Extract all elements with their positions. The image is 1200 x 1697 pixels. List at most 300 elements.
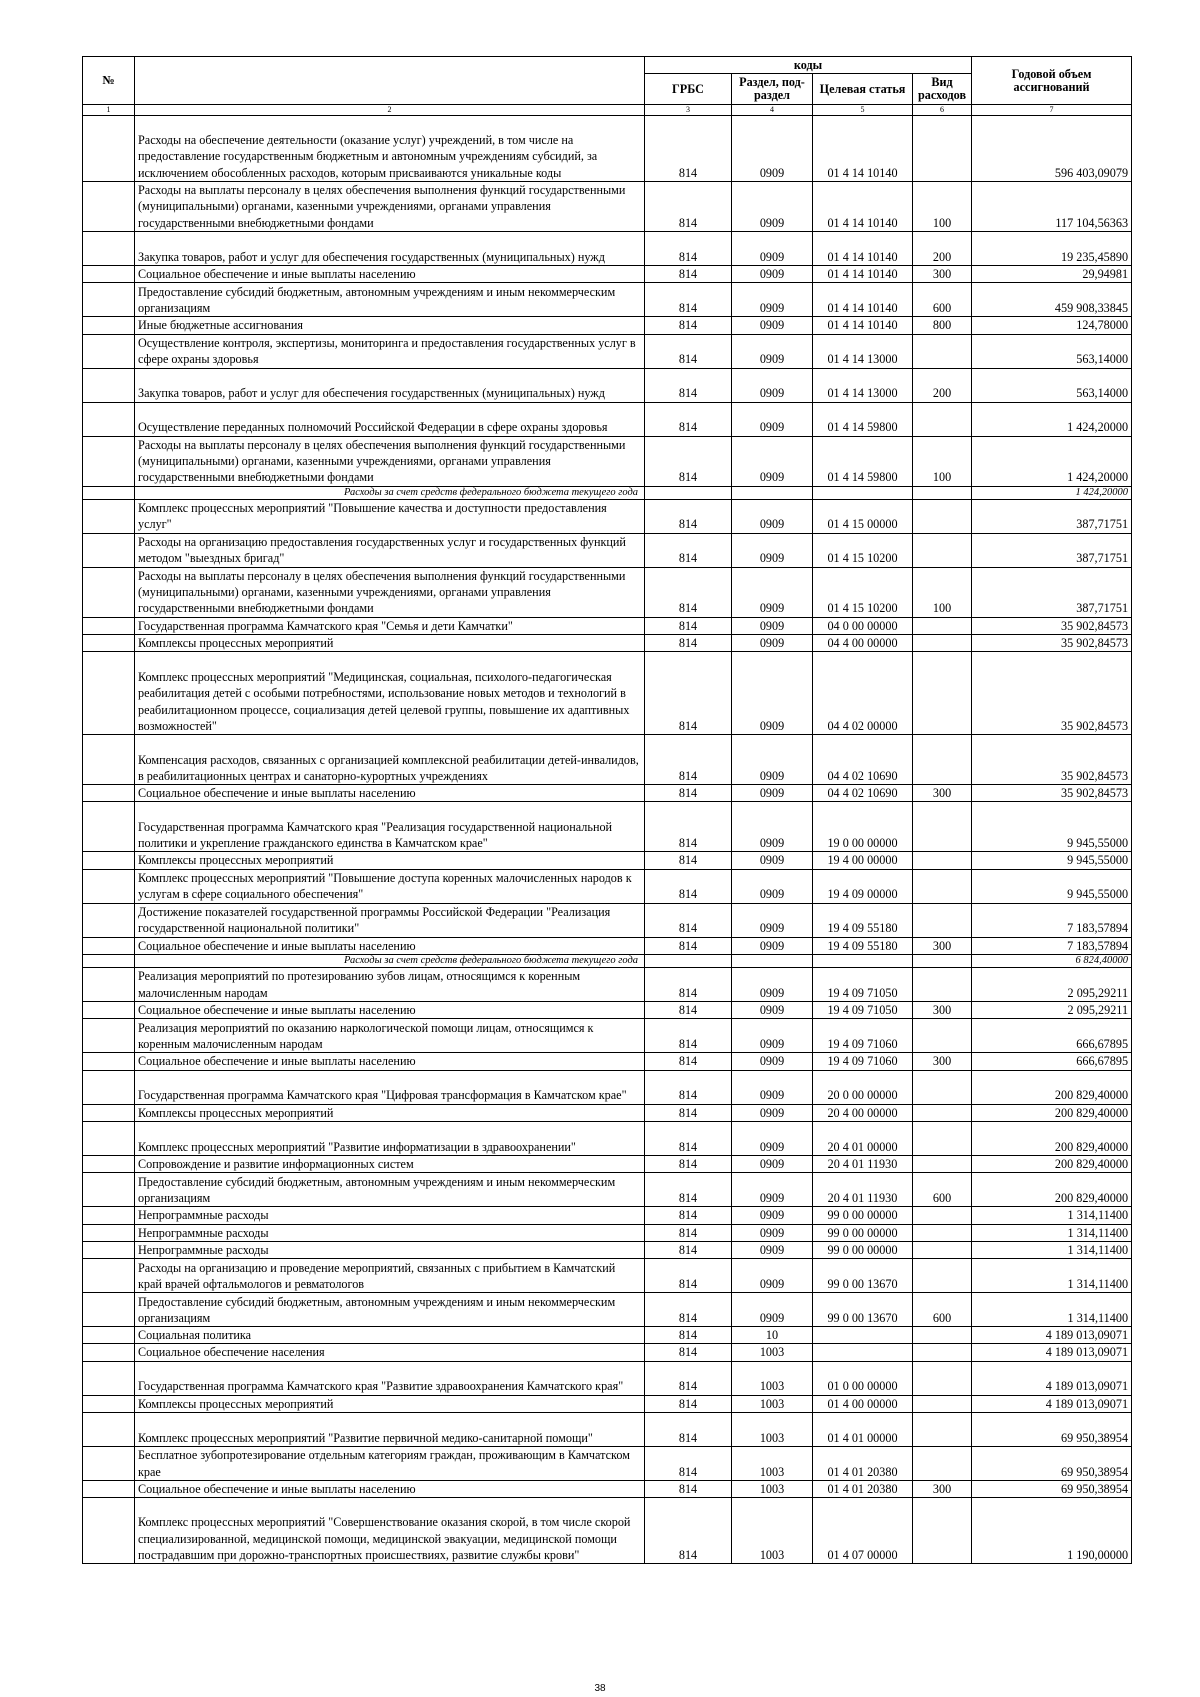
row-number-cell [83,1019,135,1053]
table-row [83,116,1132,182]
target-article-code: 01 4 14 59800 [813,436,913,486]
target-article-code: 01 4 00 00000 [813,1395,913,1412]
row-number-cell [83,1293,135,1327]
row-number-cell [83,1498,135,1564]
expense-type-code [913,334,972,368]
column-number: 2 [135,105,645,116]
annual-amount: 69 950,38954 [972,1481,1132,1498]
table-row [83,617,1132,634]
row-number-cell [83,1413,135,1447]
column-number: 1 [83,105,135,116]
expense-type-code: 200 [913,232,972,266]
expense-type-code [913,1121,972,1155]
target-article-code: 19 4 00 00000 [813,852,913,869]
row-number-cell [83,1070,135,1104]
grbs-code: 814 [645,1155,732,1172]
grbs-code: 814 [645,266,732,283]
expense-type-code [913,1224,972,1241]
table-row [83,1241,1132,1258]
table-row [83,937,1132,954]
expense-type-code: 300 [913,1481,972,1498]
table-row [83,266,1132,283]
expense-type-code: 300 [913,937,972,954]
page-number: 38 [594,1683,606,1694]
table-row [83,802,1132,852]
expense-type-code [913,735,972,785]
grbs-code: 814 [645,634,732,651]
grbs-code: 814 [645,968,732,1002]
table-row [83,1053,1132,1070]
section-code: 0909 [732,334,813,368]
target-article-code: 01 4 14 13000 [813,368,913,402]
target-article-code: 04 4 00 00000 [813,634,913,651]
section-code: 0909 [732,499,813,533]
target-article-code: 20 0 00 00000 [813,1070,913,1104]
grbs-code: 814 [645,402,732,436]
section-code: 0909 [732,802,813,852]
expense-name: Непрограммные расходы [135,1224,645,1241]
grbs-code: 814 [645,533,732,567]
grbs-code: 814 [645,317,732,334]
table-row [83,1224,1132,1241]
expense-name: Социальное обеспечение и иные выплаты населению [135,785,645,802]
annual-amount: 29,94981 [972,266,1132,283]
grbs-code: 814 [645,1395,732,1412]
expense-type-code: 300 [913,1002,972,1019]
grbs-code: 814 [645,652,732,735]
section-code: 1003 [732,1361,813,1395]
row-number-cell [83,735,135,785]
expense-type-code: 300 [913,1053,972,1070]
header-name [135,57,645,105]
expense-name: Социальное обеспечение и иные выплаты населению [135,266,645,283]
row-number-cell [83,1447,135,1481]
row-number-cell [83,1121,135,1155]
section-cell [732,955,813,968]
grbs-code: 814 [645,1498,732,1564]
annual-amount: 35 902,84573 [972,785,1132,802]
expense-type-code [913,1155,972,1172]
annual-amount: 1 314,11400 [972,1224,1132,1241]
section-code: 0909 [732,533,813,567]
target-article-code: 19 4 09 71060 [813,1053,913,1070]
grbs-code: 814 [645,1121,732,1155]
annual-amount: 563,14000 [972,368,1132,402]
table-row [83,533,1132,567]
table-row [83,1070,1132,1104]
section-code: 0909 [732,1241,813,1258]
target-article-code: 04 0 00 00000 [813,617,913,634]
annual-amount: 596 403,09079 [972,116,1132,182]
table-row [83,283,1132,317]
table-body [83,116,1132,1564]
expense-name: Иные бюджетные ассигнования [135,317,645,334]
annual-amount: 7 183,57894 [972,903,1132,937]
target-article-code: 99 0 00 13670 [813,1293,913,1327]
target-article-code: 01 4 15 10200 [813,533,913,567]
expense-name: Непрограммные расходы [135,1241,645,1258]
expense-type-code [913,533,972,567]
expense-type-code [913,1207,972,1224]
table-row [83,1447,1132,1481]
annual-amount: 1 424,20000 [972,436,1132,486]
table-row [83,1361,1132,1395]
expense-name: Комплекс процессных мероприятий "Повышение качества и доступности предоставления услуг" [135,499,645,533]
annual-amount: 4 189 013,09071 [972,1361,1132,1395]
expense-type-code: 100 [913,567,972,617]
expense-name: Расходы на выплаты персоналу в целях обеспечения выполнения функций государственными (муниципальными) органами, казенными учреждениями, органами управления государственными внебюджетными фондами [135,436,645,486]
column-number: 6 [913,105,972,116]
grbs-cell [645,486,732,499]
target-article-code: 99 0 00 00000 [813,1207,913,1224]
annual-amount: 200 829,40000 [972,1121,1132,1155]
expense-name: Расходы на обеспечение деятельности (оказание услуг) учреждений, в том числе на предоставление государственным бюджетным и автономным учреждениям субсидий, за исключением обособленных расходов, которым присваиваются уникальные коды [135,116,645,182]
section-code: 0909 [732,735,813,785]
section-code: 0909 [732,634,813,651]
grbs-cell [645,955,732,968]
annual-amount: 35 902,84573 [972,735,1132,785]
header-target-article: Целевая статья [813,74,913,105]
grbs-code: 814 [645,1259,732,1293]
target-article-code: 99 0 00 00000 [813,1224,913,1241]
section-code: 0909 [732,283,813,317]
expense-name: Социальное обеспечение и иные выплаты населению [135,1481,645,1498]
annual-amount: 1 314,11400 [972,1259,1132,1293]
column-number-row [83,105,1132,116]
section-code: 0909 [732,1019,813,1053]
expense-name: Расходы на организацию и проведение мероприятий, связанных с прибытием в Камчатский край врачей офтальмологов и ревматологов [135,1259,645,1293]
column-number: 5 [813,105,913,116]
section-code: 0909 [732,869,813,903]
row-number-cell [83,567,135,617]
grbs-code: 814 [645,735,732,785]
expense-name: Компенсация расходов, связанных с организацией комплексной реабилитации детей-инвалидов, в реабилитационных центрах и санаторно-курортных учреждениях [135,735,645,785]
note-text: Расходы за счет средств федерального бюджета текущего года [135,486,645,499]
expense-name: Государственная программа Камчатского края "Развитие здравоохранения Камчатского края" [135,1361,645,1395]
expense-name: Комплекс процессных мероприятий "Совершенствование оказания скорой, в том числе скорой специализированной, медицинской помощи, медицинской эвакуации, медицинской помощи пострадавшим при дорожно-транспортных происшествиях, развитие службы крови" [135,1498,645,1564]
grbs-code: 814 [645,802,732,852]
expense-type-code [913,1104,972,1121]
section-code: 0909 [732,368,813,402]
expense-name: Расходы на выплаты персоналу в целях обеспечения выполнения функций государственными (муниципальными) органами, казенными учреждениями, органами управления государственными внебюджетными фондами [135,567,645,617]
annual-amount: 1 314,11400 [972,1241,1132,1258]
section-code: 1003 [732,1413,813,1447]
expense-name: Социальное обеспечение населения [135,1344,645,1361]
grbs-code: 814 [645,1447,732,1481]
section-code: 0909 [732,1293,813,1327]
expense-type-code [913,1447,972,1481]
grbs-code: 814 [645,567,732,617]
grbs-code: 814 [645,1361,732,1395]
row-number-cell [83,634,135,651]
target-article-code: 01 4 15 10200 [813,567,913,617]
target-article-code: 19 4 09 00000 [813,869,913,903]
row-number-cell [83,266,135,283]
expense-type-code: 600 [913,1173,972,1207]
column-number: 7 [972,105,1132,116]
target-article-code: 19 4 09 71050 [813,1002,913,1019]
expense-name: Социальное обеспечение и иные выплаты населению [135,1002,645,1019]
expense-type-code [913,116,972,182]
row-number-cell [83,1104,135,1121]
expense-type-code: 600 [913,1293,972,1327]
target-article-code: 99 0 00 13670 [813,1259,913,1293]
grbs-code: 814 [645,1481,732,1498]
row-number-cell [83,182,135,232]
row-number-cell [83,1395,135,1412]
table-row [83,1259,1132,1293]
expense-name: Социальное обеспечение и иные выплаты населению [135,1053,645,1070]
grbs-code: 814 [645,1327,732,1344]
table-row [83,436,1132,486]
target-article-code: 01 4 14 10140 [813,266,913,283]
section-code: 0909 [732,785,813,802]
expense-name: Осуществление переданных полномочий Российской Федерации в сфере охраны здоровья [135,402,645,436]
annual-amount: 19 235,45890 [972,232,1132,266]
expense-name: Государственная программа Камчатского края "Цифровая трансформация в Камчатском крае" [135,1070,645,1104]
expense-type-code: 800 [913,317,972,334]
target-article-code: 01 4 14 10140 [813,283,913,317]
table-row [83,1173,1132,1207]
expense-name: Достижение показателей государственной программы Российской Федерации "Реализация государственной национальной политики" [135,903,645,937]
expense-type-cell [913,955,972,968]
table-row [83,1121,1132,1155]
expense-name: Социальная политика [135,1327,645,1344]
table-row [83,402,1132,436]
target-article-code: 19 4 09 71050 [813,968,913,1002]
row-number-cell [83,1361,135,1395]
annual-amount: 387,71751 [972,499,1132,533]
expense-type-code [913,617,972,634]
annual-amount: 2 095,29211 [972,968,1132,1002]
header-section: Раздел, под-раздел [732,74,813,105]
annual-amount: 1 424,20000 [972,402,1132,436]
grbs-code: 814 [645,1413,732,1447]
annual-amount: 7 183,57894 [972,937,1132,954]
table-row [83,634,1132,651]
header-annual-volume: Годовой объем ассигнований [972,57,1132,105]
target-article-code: 01 4 15 00000 [813,499,913,533]
expense-name: Осуществление контроля, экспертизы, мониторинга и предоставления государственных услуг в сфере охраны здоровья [135,334,645,368]
table-row [83,1207,1132,1224]
annual-amount: 1 190,00000 [972,1498,1132,1564]
expense-type-code [913,1259,972,1293]
section-code: 0909 [732,567,813,617]
table-row [83,1293,1132,1327]
expense-name: Комплексы процессных мероприятий [135,1104,645,1121]
annual-amount: 9 945,55000 [972,852,1132,869]
row-number-cell [83,1327,135,1344]
section-code: 1003 [732,1481,813,1498]
table-row [83,182,1132,232]
section-code: 0909 [732,1070,813,1104]
federal-budget-note-row [83,955,1132,968]
annual-amount: 124,78000 [972,317,1132,334]
expense-name: Закупка товаров, работ и услуг для обеспечения государственных (муниципальных) нужд [135,368,645,402]
section-code: 0909 [732,1207,813,1224]
grbs-code: 814 [645,232,732,266]
target-article-code: 99 0 00 00000 [813,1241,913,1258]
grbs-code: 814 [645,937,732,954]
section-code: 10 [732,1327,813,1344]
target-article-code [813,1327,913,1344]
row-number-cell [83,937,135,954]
section-code: 0909 [732,968,813,1002]
grbs-code: 814 [645,1070,732,1104]
header-codes: коды [645,57,972,74]
note-amount: 6 824,40000 [972,955,1132,968]
table-row [83,567,1132,617]
expense-name: Бесплатное зубопротезирование отдельным категориям граждан, проживающим в Камчатском крае [135,1447,645,1481]
annual-amount: 200 829,40000 [972,1173,1132,1207]
annual-amount: 4 189 013,09071 [972,1395,1132,1412]
row-number-cell [83,869,135,903]
annual-amount: 117 104,56363 [972,182,1132,232]
row-number-cell [83,283,135,317]
header-row-1 [83,57,1132,74]
table-row [83,869,1132,903]
section-code: 0909 [732,266,813,283]
grbs-code: 814 [645,1207,732,1224]
row-number-cell [83,232,135,266]
section-code: 0909 [732,1104,813,1121]
expense-name: Закупка товаров, работ и услуг для обеспечения государственных (муниципальных) нужд [135,232,645,266]
annual-amount: 200 829,40000 [972,1070,1132,1104]
row-number-cell [83,1053,135,1070]
target-article-code: 20 4 01 11930 [813,1173,913,1207]
grbs-code: 814 [645,368,732,402]
expense-name: Социальное обеспечение и иные выплаты населению [135,937,645,954]
note-text: Расходы за счет средств федерального бюджета текущего года [135,955,645,968]
grbs-code: 814 [645,116,732,182]
row-number-cell [83,436,135,486]
expense-type-code [913,852,972,869]
section-code: 1003 [732,1498,813,1564]
expense-type-code [913,1498,972,1564]
target-article-code: 01 4 14 13000 [813,334,913,368]
expense-name: Государственная программа Камчатского края "Семья и дети Камчатки" [135,617,645,634]
annual-amount: 35 902,84573 [972,652,1132,735]
row-number-cell [83,852,135,869]
table-row [83,1019,1132,1053]
target-article-code: 04 4 02 10690 [813,735,913,785]
annual-amount: 200 829,40000 [972,1155,1132,1172]
annual-amount: 4 189 013,09071 [972,1344,1132,1361]
section-code: 0909 [732,182,813,232]
section-code: 0909 [732,903,813,937]
grbs-code: 814 [645,1241,732,1258]
annual-amount: 1 314,11400 [972,1293,1132,1327]
table-row [83,1155,1132,1172]
header-no: № [83,57,135,105]
row-number-cell [83,334,135,368]
annual-amount: 2 095,29211 [972,1002,1132,1019]
grbs-code: 814 [645,334,732,368]
federal-budget-note-row [83,486,1132,499]
grbs-code: 814 [645,1224,732,1241]
annual-amount: 69 950,38954 [972,1413,1132,1447]
expense-type-code: 300 [913,266,972,283]
target-article-code: 01 0 00 00000 [813,1361,913,1395]
grbs-code: 814 [645,182,732,232]
expense-name: Расходы на выплаты персоналу в целях обеспечения выполнения функций государственными (муниципальными) органами, казенными учреждениями, органами управления государственными внебюджетными фондами [135,182,645,232]
target-article-code: 01 4 14 59800 [813,402,913,436]
target-article-code: 20 4 00 00000 [813,1104,913,1121]
table-row [83,852,1132,869]
section-cell [732,486,813,499]
target-article-code: 01 4 14 10140 [813,182,913,232]
section-code: 0909 [732,1121,813,1155]
expense-name: Комплекс процессных мероприятий "Развитие информатизации в здравоохранении" [135,1121,645,1155]
grbs-code: 814 [645,436,732,486]
expense-name: Предоставление субсидий бюджетным, автономным учреждениям и иным некоммерческим организациям [135,1293,645,1327]
expense-name: Непрограммные расходы [135,1207,645,1224]
annual-amount: 666,67895 [972,1019,1132,1053]
row-number-cell [83,1241,135,1258]
row-number-cell [83,955,135,968]
row-number-cell [83,802,135,852]
row-number-cell [83,1002,135,1019]
section-code: 1003 [732,1447,813,1481]
section-code: 1003 [732,1344,813,1361]
table-row [83,968,1132,1002]
expense-name: Комплекс процессных мероприятий "Развитие первичной медико-санитарной помощи" [135,1413,645,1447]
grbs-code: 814 [645,1019,732,1053]
row-number-cell [83,402,135,436]
row-number-cell [83,486,135,499]
row-number-cell [83,1259,135,1293]
annual-amount: 459 908,33845 [972,283,1132,317]
target-article-code: 19 0 00 00000 [813,802,913,852]
row-number-cell [83,533,135,567]
target-article-code: 19 4 09 55180 [813,937,913,954]
expense-type-code [913,1070,972,1104]
target-article-code: 04 4 02 10690 [813,785,913,802]
column-number: 4 [732,105,813,116]
section-code: 0909 [732,116,813,182]
grbs-code: 814 [645,869,732,903]
section-code: 0909 [732,617,813,634]
row-number-cell [83,785,135,802]
row-number-cell [83,652,135,735]
target-article-code: 01 4 01 20380 [813,1447,913,1481]
header-expense-type: Вид расходов [913,74,972,105]
section-code: 0909 [732,1224,813,1241]
annual-amount: 35 902,84573 [972,617,1132,634]
annual-amount: 1 314,11400 [972,1207,1132,1224]
expense-type-code: 300 [913,785,972,802]
table-row [83,1395,1132,1412]
expense-name: Комплекс процессных мероприятий "Медицинская, социальная, психолого-педагогическая реабилитация детей с особыми потребностями, использование новых методов и технологий в реабилитационном процессе, социализация детей целевой группы, повышение их адаптивных возможностей" [135,652,645,735]
target-article-code: 01 4 14 10140 [813,232,913,266]
table-row [83,903,1132,937]
grbs-code: 814 [645,852,732,869]
section-code: 0909 [732,232,813,266]
expense-name: Предоставление субсидий бюджетным, автономным учреждениям и иным некоммерческим организациям [135,283,645,317]
grbs-code: 814 [645,617,732,634]
grbs-code: 814 [645,903,732,937]
expense-name: Реализация мероприятий по оказанию наркологической помощи лицам, относящимся к коренным малочисленным народам [135,1019,645,1053]
expense-type-code [913,1241,972,1258]
grbs-code: 814 [645,1344,732,1361]
row-number-cell [83,903,135,937]
note-amount: 1 424,20000 [972,486,1132,499]
grbs-code: 814 [645,785,732,802]
target-article-code: 01 4 01 20380 [813,1481,913,1498]
row-number-cell [83,1207,135,1224]
table-row [83,334,1132,368]
expense-name: Расходы на организацию предоставления государственных услуг и государственных функций методом "выездных бригад" [135,533,645,567]
